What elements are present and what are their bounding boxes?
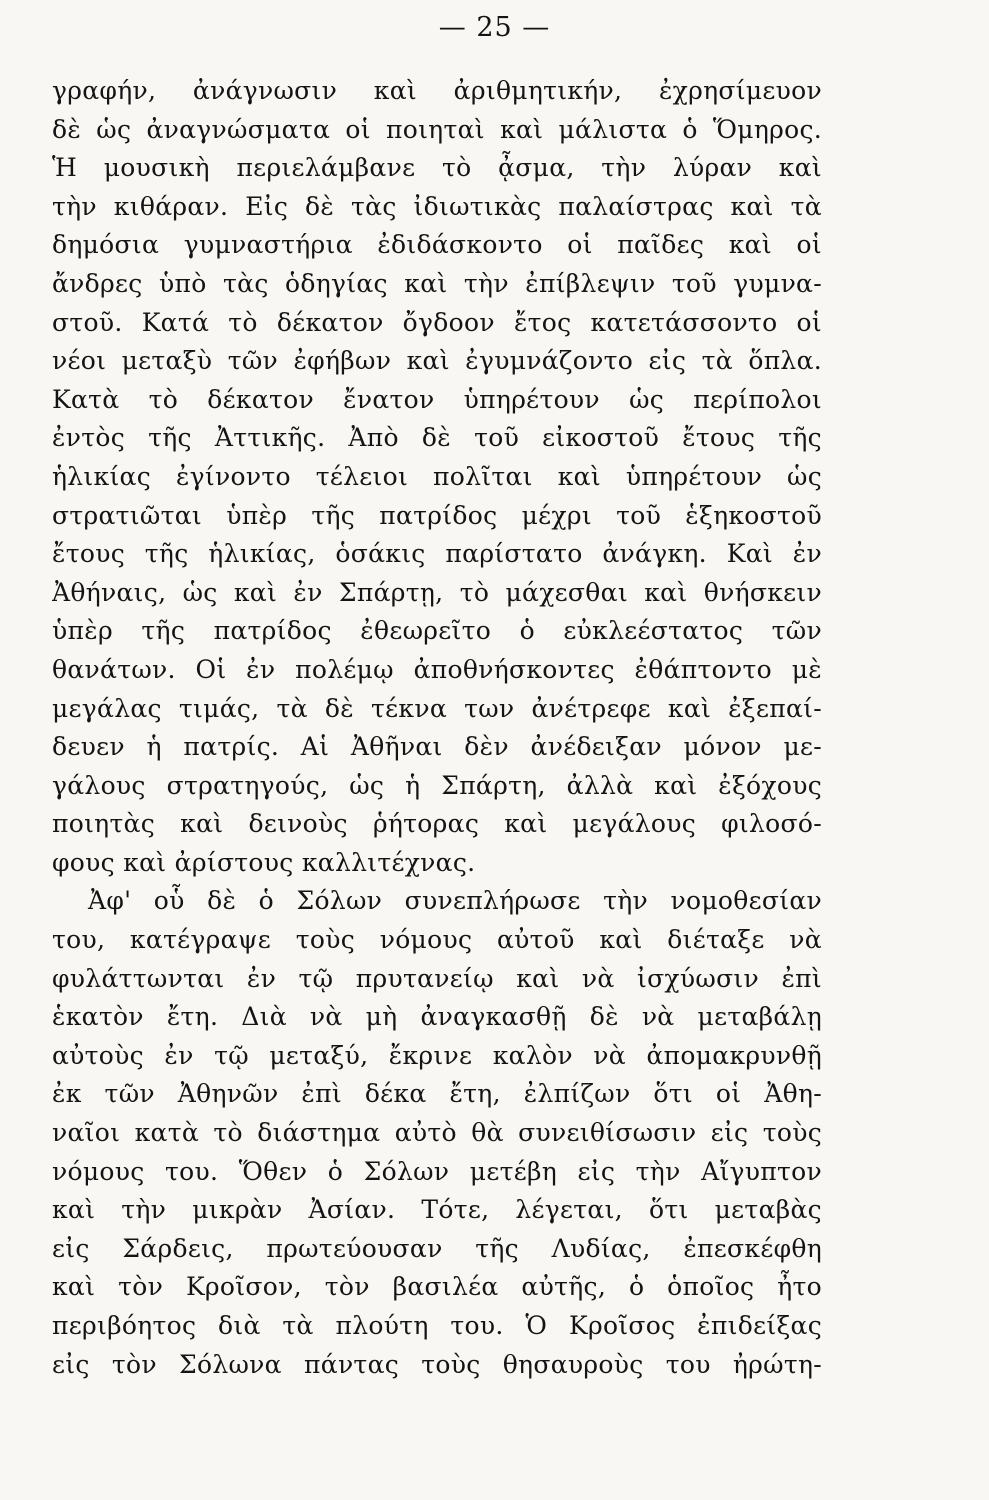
- text-line-18: δευεν ἡ πατρίς. Αἱ Ἀθῆναι δὲν ἀνέδειξαν μόνον με-: [52, 732, 822, 762]
- text-line-5: δημόσια γυμναστήρια ἐδιδάσκοντο οἱ παῖδες καὶ οἱ: [52, 230, 822, 260]
- text-line-12: στρατιῶται ὑπὲρ τῆς πατρίδος μέχρι τοῦ ἑξηκοστοῦ: [52, 500, 822, 530]
- text-line-20: ποιητὰς καὶ δεινοὺς ῥήτορας καὶ μεγάλους φιλοσό-: [52, 809, 822, 839]
- text-line-7: στοῦ. Κατά τὸ δέκατον ὄγδοον ἔτος κατετάσσοντο οἱ: [52, 307, 822, 337]
- text-line-32: καὶ τὸν Κροῖσον, τὸν βασιλέα αὐτῆς, ὁ ὁποῖος ἦτο: [52, 1272, 822, 1302]
- text-line-14: Ἀθήναις, ὡς καὶ ἐν Σπάρτῃ, τὸ μάχεσθαι καὶ θνήσκειν: [52, 577, 822, 607]
- text-line-4: τὴν κιθάραν. Εἰς δὲ τὰς ἰδιωτικὰς παλαίστρας καὶ τὰ: [52, 191, 822, 221]
- text-line-15: ὑπὲρ τῆς πατρίδος ἐθεωρεῖτο ὁ εὐκλεέστατος τῶν: [52, 616, 822, 646]
- text-line-23: του, κατέγραψε τοὺς νόμους αὐτοῦ καὶ διέταξε νὰ: [52, 925, 822, 955]
- text-line-11: ἡλικίας ἐγίνοντο τέλειοι πολῖται καὶ ὑπηρέτουν ὡς: [52, 461, 822, 491]
- text-line-16: θανάτων. Οἱ ἐν πολέμῳ ἀποθνήσκοντες ἐθάπτοντο μὲ: [52, 654, 822, 684]
- text-line-25: ἑκατὸν ἔτη. Διὰ νὰ μὴ ἀναγκασθῇ δὲ νὰ μεταβάλῃ: [52, 1002, 822, 1032]
- text-line-34: εἰς τὸν Σόλωνα πάντας τοὺς θησαυροὺς του ἠρώτη-: [52, 1349, 822, 1379]
- text-line-28: ναῖοι κατὰ τὸ διάστημα αὐτὸ θὰ συνειθίσωσιν εἰς τοὺς: [52, 1118, 822, 1148]
- text-line-33: περιβόητος διὰ τὰ πλούτη του. Ὁ Κροῖσος ἐπιδείξας: [52, 1311, 822, 1340]
- text-line-27: ἐκ τῶν Ἀθηνῶν ἐπὶ δέκα ἔτη, ἐλπίζων ὅτι οἱ Ἀθη-: [52, 1079, 822, 1109]
- text-line-31: εἰς Σάρδεις, πρωτεύουσαν τῆς Λυδίας, ἐπεσκέφθη: [52, 1233, 822, 1263]
- text-line-6: ἄνδρες ὑπὸ τὰς ὁδηγίας καὶ τὴν ἐπίβλεψιν τοῦ γυμνα-: [52, 268, 822, 298]
- text-line-10: ἐντὸς τῆς Ἀττικῆς. Ἀπὸ δὲ τοῦ εἰκοστοῦ ἔτους τῆς: [52, 423, 822, 453]
- text-line-2: δὲ ὡς ἀναγνώσματα οἱ ποιηταὶ καὶ μάλιστα ὁ Ὅμηρος.: [52, 114, 822, 144]
- text-line-29: νόμους του. Ὅθεν ὁ Σόλων μετέβη εἰς τὴν Αἴγυπτον: [52, 1156, 822, 1186]
- text-line-30: καὶ τὴν μικρὰν Ἀσίαν. Τότε, λέγεται, ὅτι μεταβὰς: [52, 1195, 822, 1225]
- text-line-22: Ἀφ' οὗ δὲ ὁ Σόλων συνεπλήρωσε τὴν νομοθεσίαν: [88, 886, 822, 916]
- text-line-17: μεγάλας τιμάς, τὰ δὲ τέκνα των ἀνέτρεφε καὶ ἐξεπαί-: [52, 693, 822, 723]
- text-line-19: γάλους στρατηγούς, ὡς ἡ Σπάρτη, ἀλλὰ καὶ ἐξόχους: [52, 770, 822, 800]
- body-text: [52, 72, 822, 1384]
- text-line-1: γραφήν, ἀνάγνωσιν καὶ ἀριθμητικήν, ἐχρησίμευον: [52, 76, 822, 105]
- text-line-3: Ἡ μουσικὴ περιελάμβανε τὸ ᾆσμα, τὴν λύραν καὶ: [52, 153, 822, 183]
- text-line-21: φους καὶ ἀρίστους καλλιτέχνας.: [52, 847, 476, 877]
- text-line-26: αὐτοὺς ἐν τῷ μεταξύ, ἔκρινε καλὸν νὰ ἀπομακρυνθῇ: [52, 1040, 822, 1070]
- text-line-8: νέοι μεταξὺ τῶν ἐφήβων καὶ ἐγυμνάζοντο εἰς τὰ ὅπλα.: [52, 346, 822, 376]
- text-line-24: φυλάττωνται ἐν τῷ πρυτανείῳ καὶ νὰ ἰσχύωσιν ἐπὶ: [52, 963, 822, 993]
- text-line-9: Κατὰ τὸ δέκατον ἔνατον ὑπηρέτουν ὡς περίπολοι: [52, 384, 822, 414]
- text-line-13: ἔτους τῆς ἡλικίας, ὁσάκις παρίστατο ἀνάγκη. Καὶ ἐν: [52, 539, 822, 569]
- page-number: — 25 —: [438, 12, 551, 43]
